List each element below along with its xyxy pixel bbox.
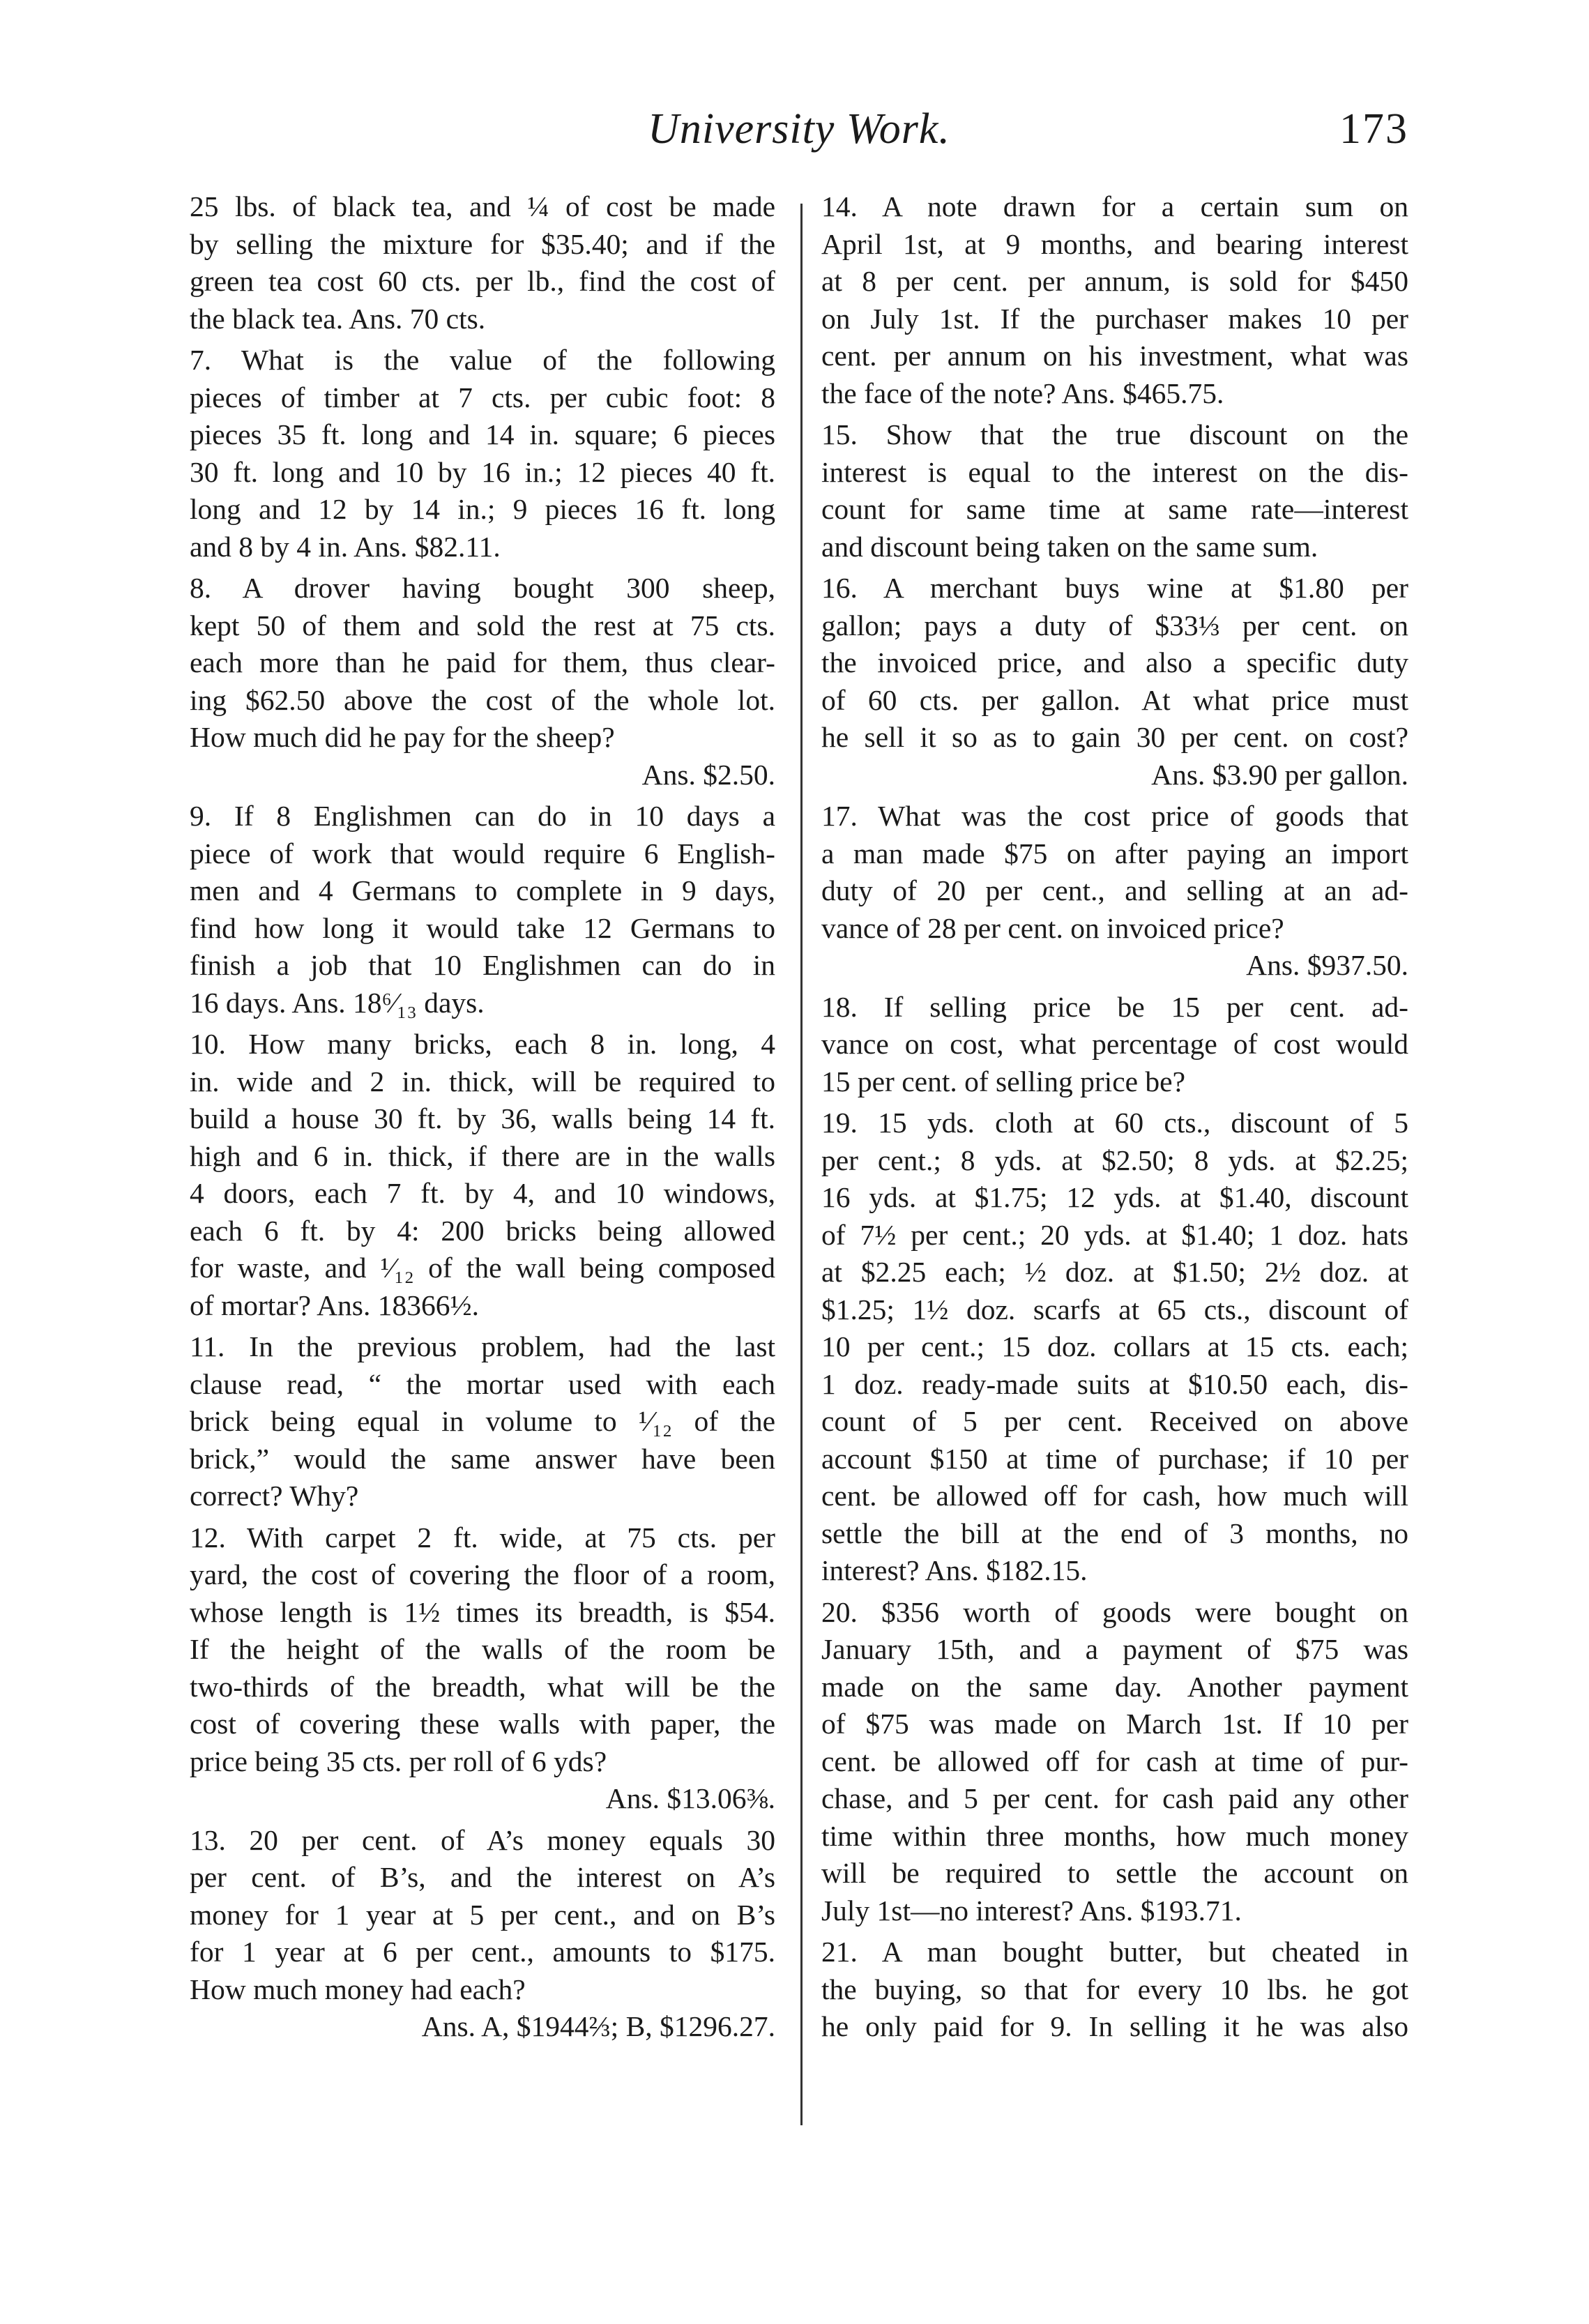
text-line: 11. In the previous problem, had the last <box>190 1330 775 1362</box>
text-line: at 8 per cent. per annum, is sold for $450 <box>821 265 1408 297</box>
text-line: 7. What is the value of the following <box>190 344 775 376</box>
text-line: Ans. $13.06⅜. <box>605 1782 775 1814</box>
text-line: If the height of the walls of the room be <box>190 1633 775 1665</box>
text-line: 8. A drover having bought 300 sheep, <box>190 572 775 604</box>
text-line: per cent.; 8 yds. at $2.50; 8 yds. at $2.25; <box>821 1144 1408 1176</box>
text-line: 10 per cent.; 15 doz. collars at 15 cts. each; <box>821 1330 1408 1362</box>
text-line: money for 1 year at 5 per cent., and on B’s <box>190 1898 775 1931</box>
text-line: of 7½ per cent.; 20 yds. at $1.40; 1 doz. hats <box>821 1218 1408 1251</box>
page-header <box>190 105 1408 181</box>
problem-16 <box>821 570 1408 793</box>
running-title: University Work. <box>648 105 950 153</box>
text-line: gallon; pays a duty of $33⅓ per cent. on <box>821 609 1408 641</box>
text-line: the buying, so that for every 10 lbs. he got <box>821 1973 1408 2005</box>
text-line: duty of 20 per cent., and selling at an ad- <box>821 874 1408 906</box>
text-line: he sell it so as to gain 30 per cent. on cost? <box>821 721 1408 753</box>
text-line: at $2.25 each; ½ doz. at $1.50; 2½ doz. at <box>821 1256 1408 1288</box>
text-line: $1.25; 1½ doz. scarfs at 65 cts., discount of <box>821 1293 1408 1326</box>
text-line: Ans. $3.90 per gallon. <box>1151 758 1408 791</box>
text-line: clause read, “ the mortar used with each <box>190 1367 775 1400</box>
text-line: build a house 30 ft. by 36, walls being 14 ft. <box>190 1102 775 1134</box>
text-line: will be required to settle the account on <box>821 1857 1408 1889</box>
text-line: of 60 cts. per gallon. At what price must <box>821 683 1408 716</box>
text-line: piece of work that would require 6 English- <box>190 837 775 869</box>
text-line: 16 yds. at $1.75; 12 yds. at $1.40, discount <box>821 1181 1408 1213</box>
text-line: 15. Show that the true discount on the <box>821 418 1408 450</box>
text-line: 18. If selling price be 15 per cent. ad- <box>821 990 1408 1023</box>
text-line: yard, the cost of covering the floor of a room, <box>190 1558 775 1590</box>
text-line: time within three months, how much money <box>821 1819 1408 1852</box>
left-column <box>190 188 775 2050</box>
problem-14 <box>821 188 1408 412</box>
text-line: he only paid for 9. In selling it he was also <box>821 2010 1408 2042</box>
text-line: each more than he paid for them, thus clear- <box>190 646 775 678</box>
text-line: cent. be allowed off for cash at time of pur- <box>821 1745 1408 1777</box>
text-line: 13. 20 per cent. of A’s money equals 30 <box>190 1823 775 1856</box>
text-line: Ans. $937.50. <box>1246 949 1408 981</box>
text-line: brick,” would the same answer have been <box>190 1442 775 1475</box>
text-line: high and 6 in. thick, if there are in the walls <box>190 1139 775 1172</box>
text-line: pieces 35 ft. long and 14 in. square; 6 pieces <box>190 418 775 450</box>
problem-6-cont <box>190 188 775 337</box>
problem-10 <box>190 1026 775 1324</box>
text-line: vance of 28 per cent. on invoiced price? <box>821 911 1284 944</box>
problem-9 <box>190 798 775 1022</box>
text-line: long and 12 by 14 in.; 9 pieces 16 ft. long <box>190 493 775 525</box>
text-line: 10. How many bricks, each 8 in. long, 4 <box>190 1028 775 1060</box>
text-line: 21. A man bought butter, but cheated in <box>821 1936 1408 1968</box>
right-column <box>821 188 1408 2050</box>
text-line: whose length is 1½ times its breadth, is $54. <box>190 1595 775 1628</box>
text-line: in. wide and 2 in. thick, will be required to <box>190 1065 775 1098</box>
text-line: Ans. A, $1944⅔; B, $1296.27. <box>421 2010 775 2042</box>
text-line: cost of covering these walls with paper, the <box>190 1708 775 1740</box>
text-line: April 1st, at 9 months, and bearing interest <box>821 227 1408 260</box>
text-line: 30 ft. long and 10 by 16 in.; 12 pieces 40 ft. <box>190 455 775 488</box>
text-line: of $75 was made on March 1st. If 10 per <box>821 1708 1408 1740</box>
text-line: 19. 15 yds. cloth at 60 cts., discount of 5 <box>821 1107 1408 1139</box>
text-line: 15 per cent. of selling price be? <box>821 1065 1185 1098</box>
text-line: a man made $75 on after paying an import <box>821 837 1408 869</box>
text-line: cent. be allowed off for cash, how much will <box>821 1480 1408 1512</box>
problem-19 <box>821 1104 1408 1590</box>
text-line: correct? Why? <box>190 1480 359 1512</box>
text-line: 4 doors, each 7 ft. by 4, and 10 windows, <box>190 1177 775 1209</box>
problem-21 <box>821 1934 1408 2046</box>
text-line: and discount being taken on the same sum. <box>821 530 1318 563</box>
text-line: the black tea. Ans. 70 cts. <box>190 302 486 335</box>
text-line: on July 1st. If the purchaser makes 10 per <box>821 302 1408 335</box>
text-line: of mortar? Ans. 18366½. <box>190 1289 479 1321</box>
text-line: two-thirds of the breadth, what will be the <box>190 1670 775 1703</box>
text-line: cent. per annum on his investment, what was <box>821 340 1408 372</box>
text-line: July 1st—no interest? Ans. $193.71. <box>821 1894 1242 1927</box>
problem-17 <box>821 798 1408 985</box>
page-number: 173 <box>1339 105 1408 153</box>
problem-12 <box>190 1519 775 1818</box>
text-line: the invoiced price, and also a specific duty <box>821 646 1408 678</box>
text-line: for waste, and ¹⁄₁₂ of the wall being composed <box>190 1252 775 1284</box>
text-line: vance on cost, what percentage of cost would <box>821 1028 1408 1060</box>
text-line: count of 5 per cent. Received on above <box>821 1405 1408 1437</box>
text-line: ing $62.50 above the cost of the whole lot. <box>190 683 775 716</box>
text-line: settle the bill at the end of 3 months, no <box>821 1517 1408 1549</box>
text-line: Ans. $2.50. <box>641 758 775 791</box>
text-line: kept 50 of them and sold the rest at 75 cts. <box>190 609 775 641</box>
text-line: 1 doz. ready-made suits at $10.50 each, dis- <box>821 1367 1408 1400</box>
text-line: 9. If 8 Englishmen can do in 10 days a <box>190 800 775 832</box>
text-line: brick being equal in volume to ¹⁄₁₂ of the <box>190 1405 775 1437</box>
text-line: per cent. of B’s, and the interest on A’s <box>190 1861 775 1893</box>
text-line: 12. With carpet 2 ft. wide, at 75 cts. per <box>190 1521 775 1554</box>
text-line: find how long it would take 12 Germans to <box>190 911 775 944</box>
text-line: How much money had each? <box>190 1973 526 2005</box>
text-line: men and 4 Germans to complete in 9 days, <box>190 874 775 906</box>
text-line: price being 35 cts. per roll of 6 yds? <box>190 1745 607 1777</box>
text-line: pieces of timber at 7 cts. per cubic foot: 8 <box>190 381 775 413</box>
column-divider <box>800 204 803 2125</box>
problem-18 <box>821 989 1408 1101</box>
problem-20 <box>821 1594 1408 1930</box>
text-line: count for same time at same rate—interest <box>821 493 1408 525</box>
text-line: each 6 ft. by 4: 200 bricks being allowed <box>190 1214 775 1247</box>
text-line: 16. A merchant buys wine at $1.80 per <box>821 572 1408 604</box>
text-line: for 1 year at 6 per cent., amounts to $175. <box>190 1936 775 1968</box>
text-line: account $150 at time of purchase; if 10 per <box>821 1442 1408 1475</box>
problem-8 <box>190 570 775 793</box>
text-line: chase, and 5 per cent. for cash paid any other <box>821 1782 1408 1814</box>
text-line: the face of the note? Ans. $465.75. <box>821 377 1224 409</box>
text-line: finish a job that 10 Englishmen can do in <box>190 949 775 981</box>
text-line: 14. A note drawn for a certain sum on <box>821 190 1408 222</box>
text-line: January 15th, and a payment of $75 was <box>821 1633 1408 1665</box>
problem-7 <box>190 342 775 565</box>
text-line: and 8 by 4 in. Ans. $82.11. <box>190 530 501 563</box>
text-line: 25 lbs. of black tea, and ¼ of cost be made <box>190 190 775 222</box>
text-line: interest is equal to the interest on the dis- <box>821 455 1408 488</box>
text-line: 17. What was the cost price of goods that <box>821 800 1408 832</box>
text-line: made on the same day. Another payment <box>821 1670 1408 1703</box>
text-line: interest? Ans. $182.15. <box>821 1554 1088 1586</box>
text-line: 20. $356 worth of goods were bought on <box>821 1595 1408 1628</box>
text-line: by selling the mixture for $35.40; and if the <box>190 227 775 260</box>
problem-11 <box>190 1328 775 1515</box>
text-line: 16 days. Ans. 18⁶⁄₁₃ days. <box>190 986 485 1019</box>
text-line: green tea cost 60 cts. per lb., find the cost of <box>190 265 775 297</box>
problem-13 <box>190 1822 775 2046</box>
text-line: How much did he pay for the sheep? <box>190 721 615 753</box>
problem-15 <box>821 416 1408 565</box>
